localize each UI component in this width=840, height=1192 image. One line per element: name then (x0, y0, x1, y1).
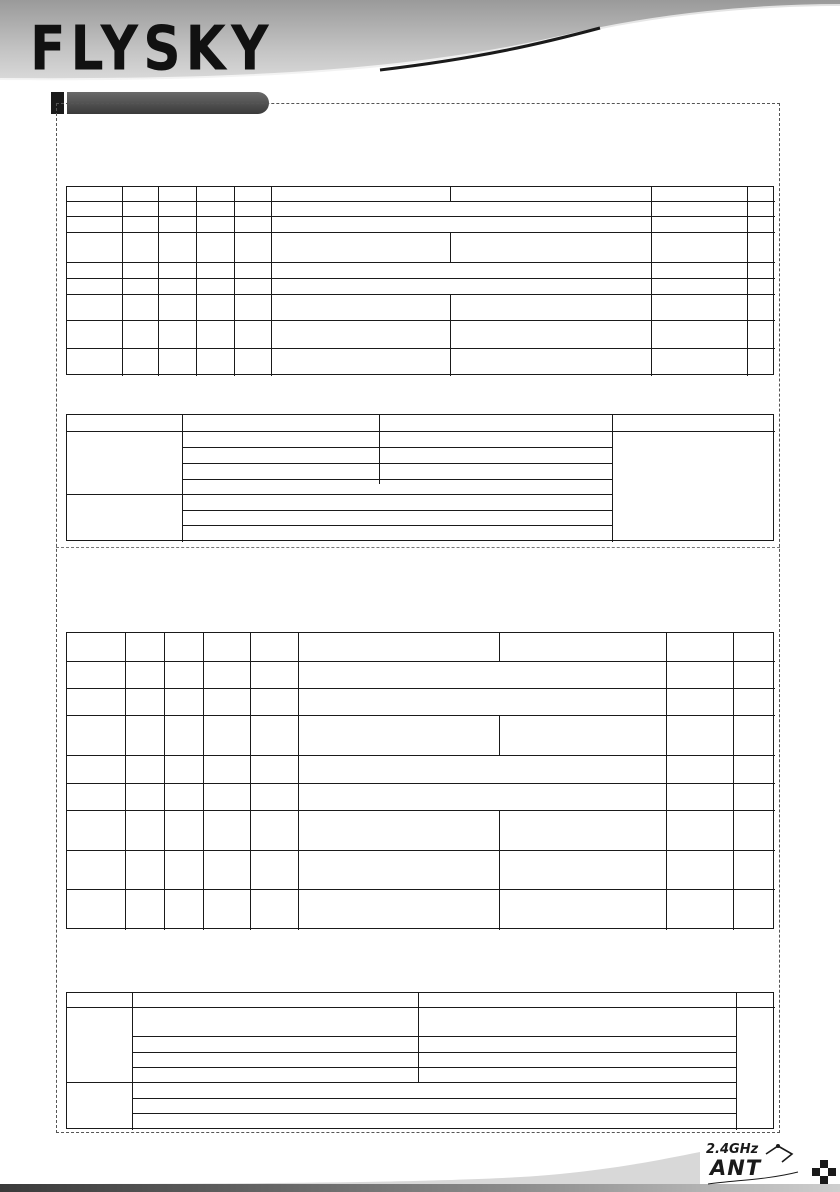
section-divider (56, 547, 780, 548)
page-header (0, 0, 840, 92)
brand-logo: FLYSKY (30, 14, 274, 85)
badge-label: ANT (710, 1156, 762, 1180)
spec-table-4 (66, 992, 774, 1129)
badge-frequency: 2.4GHz (706, 1142, 759, 1157)
ant-badge (706, 1140, 806, 1186)
spec-table-3 (66, 632, 774, 929)
spec-table-2 (66, 414, 774, 541)
spec-table-1 (66, 186, 774, 375)
